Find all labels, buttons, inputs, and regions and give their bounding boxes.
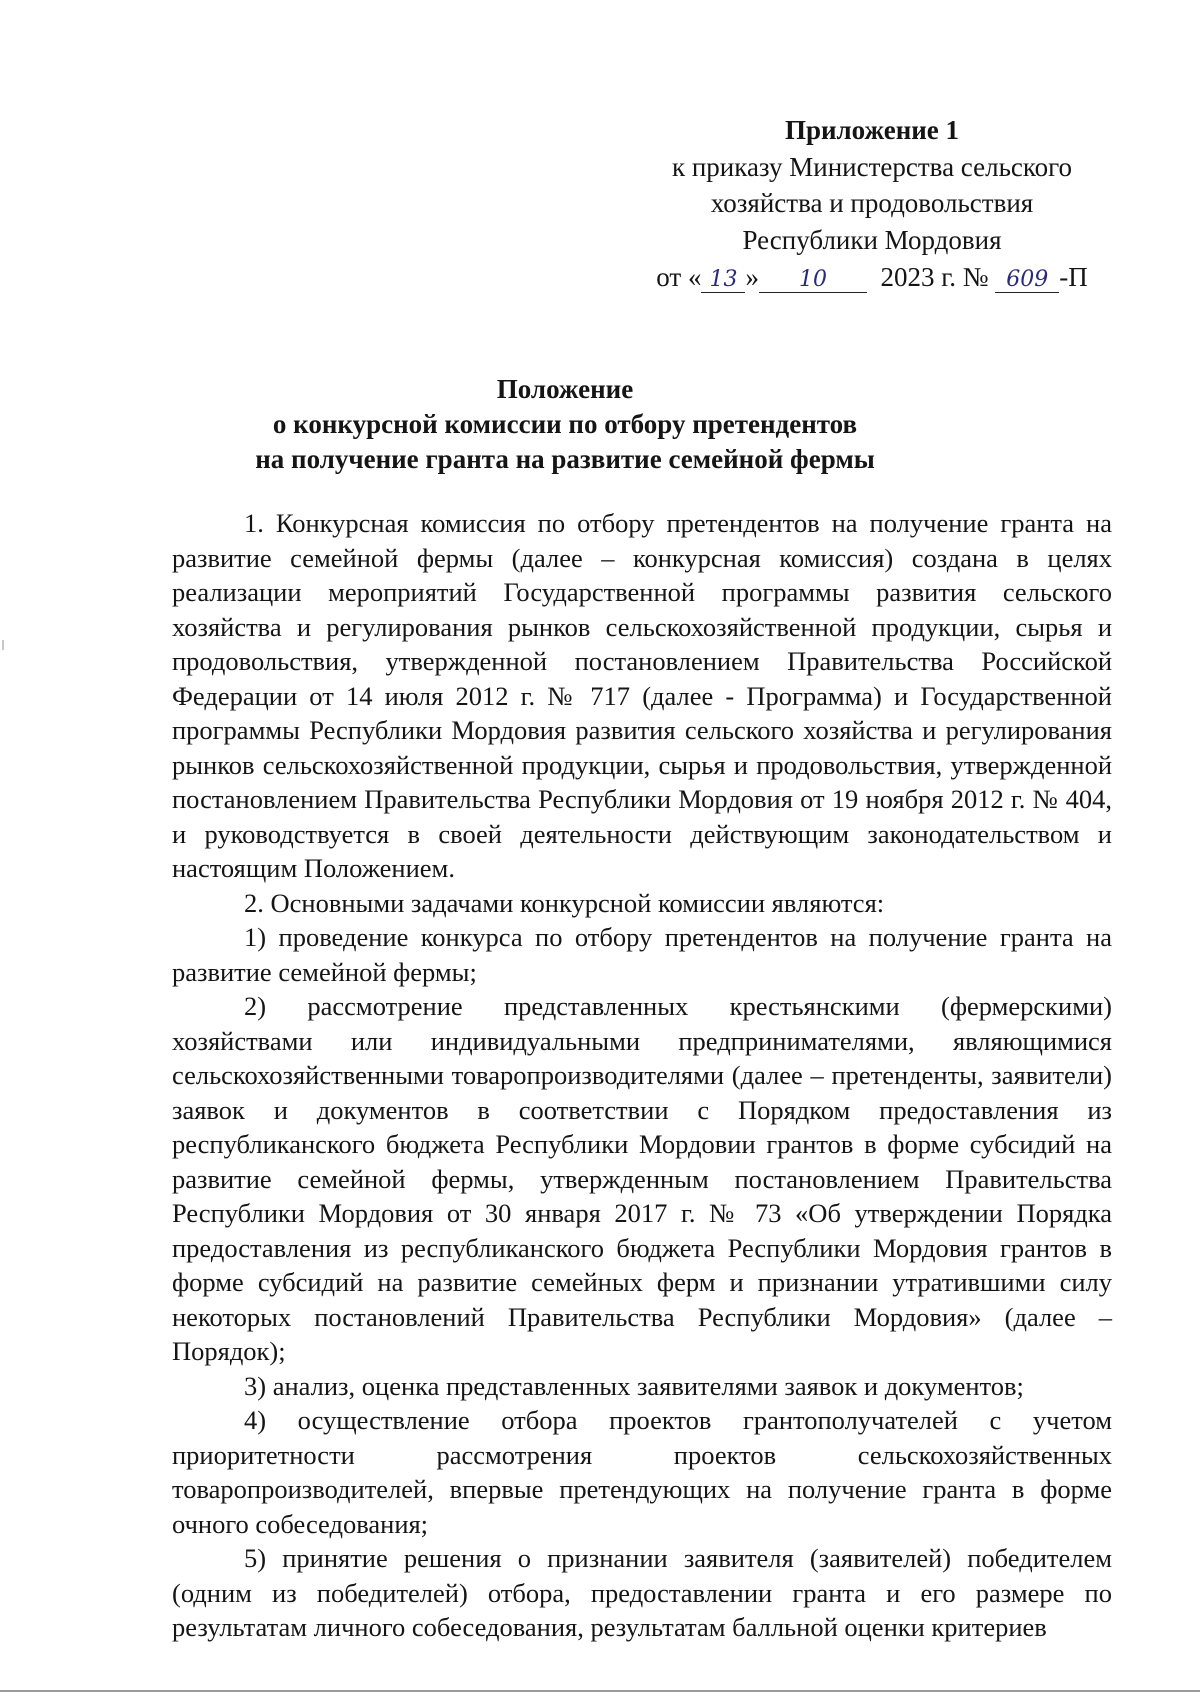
annex-title: Приложение 1 [784, 115, 960, 145]
document-heading [0, 372, 1200, 477]
annex-line: хозяйства и продовольствия [710, 188, 1034, 219]
paragraph: 5) принятие решения о признании заявителя (заявителей) победителем (одним из победителей) отбора, предоставлении гранта и его размере по результатам личного собеседования, результатам балльной оценки критериев [172, 1543, 1112, 1642]
paragraph: 4) осуществление отбора проектов грантополучателей с учетом приоритетности рассмотрения проектов сельскохозяйственных товаропроизводителей, впервые претендующих на получение гранта в форме очного собеседования; [172, 1405, 1112, 1539]
date-year: 2023 г. № [880, 261, 989, 292]
paragraph: 1. Конкурсная комиссия по отбору претендентов на получение гранта на развитие семейной фермы (далее – конкурсная комиссия) создана в целях реализации мероприятий Государственной программы развития сельского хозяйства и регулирования рынков сельскохозяйственной продукции, сырья и продовольствия, утвержденной постановлением Правительства Российской Федерации от 14 июля 2012 г. № 717 (далее - Программа) и Государственной программы Республики Мордовия развития сельского хозяйства и регулирования рынков сельскохозяйственной продукции, сырья и продовольствия, утвержденной постановлением Правительства Республики Мордовия от 19 ноября 2012 г. № 404, и руководствуется в своей деятельности действующим законодательством и настоящим Положением. [172, 508, 1112, 883]
paragraph: 2. Основными задачами конкурсной комиссии являются: [244, 887, 885, 918]
date-prefix: от « [656, 261, 702, 292]
annex-block [612, 112, 1132, 296]
number-suffix: -П [1059, 261, 1088, 292]
annex-line: к приказу Министерства сельского [671, 151, 1073, 182]
paragraph: 2) рассмотрение представленных крестьянскими (фермерскими) хозяйствами или индивидуальными предпринимателями, являющимися сельскохозяйственными товаропроизводителями (далее – претенденты, заявители) заявок и документов в соответствии с Порядком предоставления из республиканского бюджета Республики Мордовии грантов в форме субсидий на развитие семейной фермы, утвержденным постановлением Правительства Республики Мордовия от 30 января 2017 г. № 73 «Об утверждении Порядка предоставления из республиканского бюджета Республики Мордовия грантов в форме субсидий на развитие семейных ферм и признании утратившими силу некоторых постановлений Правительства Республики Мордовия» (далее – Порядок); [172, 991, 1112, 1366]
date-mid: » [745, 261, 759, 292]
handwritten-month: 10 [759, 268, 867, 293]
page-bottom-edge [0, 1690, 1200, 1692]
annex-line: Республики Мордовия [742, 225, 1002, 256]
order-date-line [612, 259, 1132, 296]
heading-line: на получение гранта на развитие семейной фермы [255, 444, 875, 475]
heading-line: о конкурсной комиссии по отбору претендентов [272, 409, 858, 440]
paragraph: 1) проведение конкурса по отбору претендентов на получение гранта на развитие семейной фермы; [172, 922, 1112, 987]
scan-edge-mark [2, 640, 4, 650]
handwritten-day: 13 [701, 268, 745, 293]
handwritten-order-number: 609 [995, 268, 1059, 293]
heading-line: Положение [496, 374, 634, 404]
document-body [172, 506, 1112, 1645]
paragraph: 3) анализ, оценка представленных заявителями заявок и документов; [244, 1370, 1024, 1401]
